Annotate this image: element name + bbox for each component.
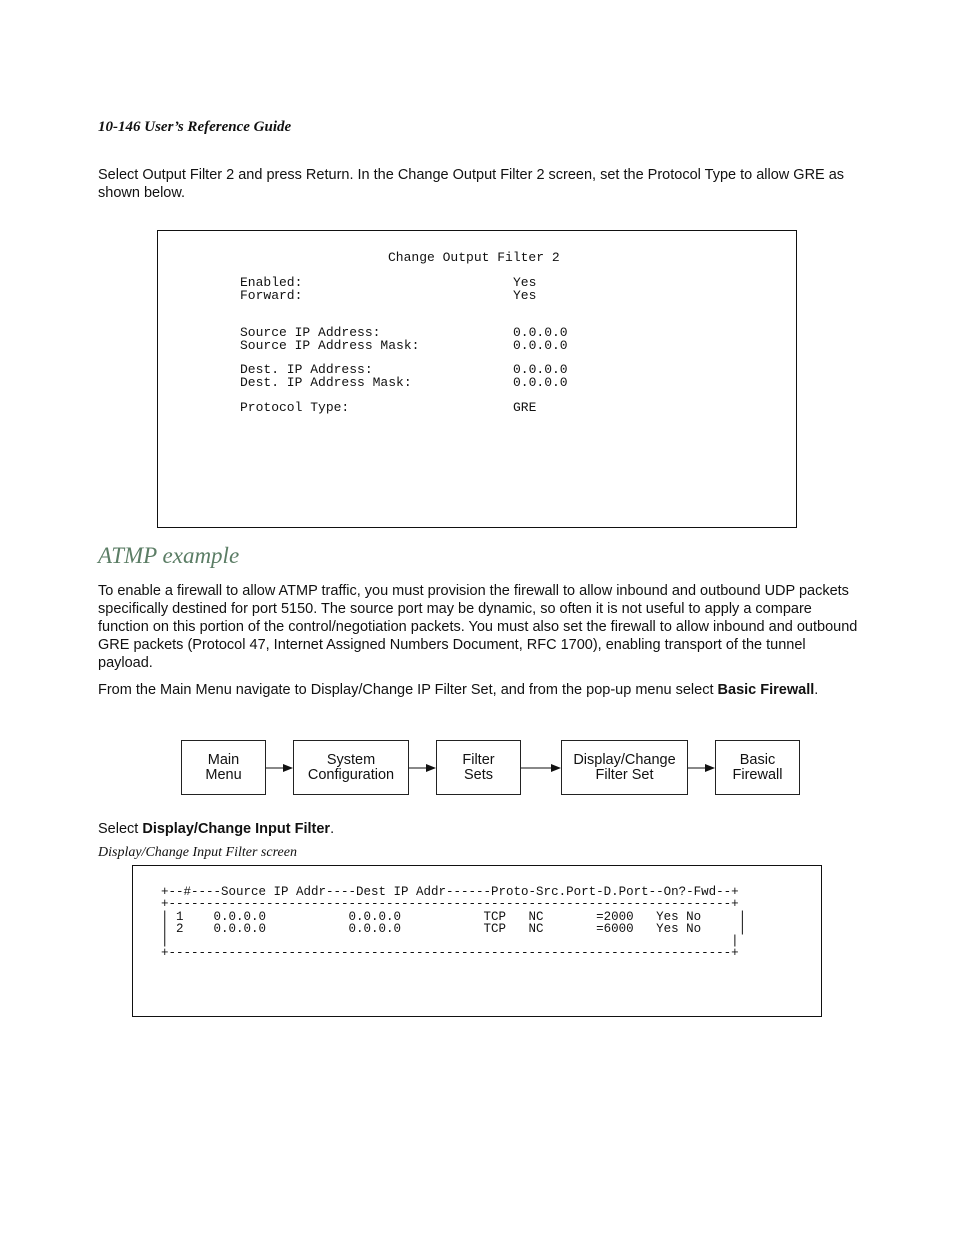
flow-step-filter-sets: Filter Sets bbox=[436, 740, 521, 795]
field-value[interactable]: 0.0.0.0 bbox=[513, 338, 568, 353]
field-label: Dest. IP Address: bbox=[240, 362, 373, 377]
table-separator-line: +---------------------------------------------------------------------------+ bbox=[161, 897, 739, 912]
field-value[interactable]: Yes bbox=[513, 275, 537, 290]
field-label: Source IP Address: bbox=[240, 325, 381, 340]
flow-step-display-change-filter-set: Display/Change Filter Set bbox=[561, 740, 688, 795]
select-instruction bbox=[98, 820, 858, 838]
field-value[interactable]: Yes bbox=[513, 288, 537, 303]
input-filter-screen bbox=[132, 865, 822, 1017]
flow-step-system-configuration: System Configuration bbox=[293, 740, 409, 795]
field-value[interactable]: 0.0.0.0 bbox=[513, 362, 568, 377]
output-filter-title: Change Output Filter 2 bbox=[388, 250, 560, 265]
table-row-empty: | | bbox=[161, 934, 739, 949]
figure-caption: Display/Change Input Filter screen bbox=[98, 845, 297, 860]
field-value[interactable]: GRE bbox=[513, 400, 537, 415]
table-footer-line: +---------------------------------------------------------------------------+ bbox=[161, 946, 739, 961]
flow-step-main-menu: Main Menu bbox=[181, 740, 266, 795]
nav-suffix: . bbox=[814, 682, 819, 698]
basic-firewall-emphasis: Basic Firewall bbox=[717, 682, 815, 698]
field-label: Source IP Address Mask: bbox=[240, 338, 420, 353]
field-label: Forward: bbox=[240, 288, 303, 303]
select-emphasis: Display/Change Input Filter bbox=[142, 821, 331, 837]
nav-text: From the Main Menu navigate to Display/Change IP Filter Set, and from the pop-up menu select bbox=[98, 682, 718, 698]
field-value[interactable]: 0.0.0.0 bbox=[513, 375, 568, 390]
atmp-paragraph: To enable a firewall to allow ATMP traffic, you must provision the firewall to allow inbound and outbound UDP packets specifically destined for port 5150. The source port may be dynamic, so often it is not useful to apply a compare function on this portion of the control/negotiation packets. You must also set the firewall to allow inbound and outbound GRE packets (Protocol 47, Internet Assigned Numbers Document, RFC 1700), enabling transport of the tunnel payload. bbox=[98, 583, 858, 671]
table-header-line: +--#----Source IP Addr----Dest IP Addr------Proto-Src.Port-D.Port--On?-Fwd--+ bbox=[161, 885, 739, 899]
table-row[interactable]: | 1 0.0.0.0 0.0.0.0 TCP NC =2000 Yes No | bbox=[161, 909, 747, 924]
table-row[interactable]: | 2 0.0.0.0 0.0.0.0 TCP NC =6000 Yes No | bbox=[161, 921, 747, 936]
field-value[interactable]: 0.0.0.0 bbox=[513, 325, 568, 340]
field-label: Enabled: bbox=[240, 275, 303, 290]
select-suffix: . bbox=[330, 821, 335, 837]
select-text: Select bbox=[98, 821, 143, 837]
flow-step-basic-firewall: Basic Firewall bbox=[715, 740, 800, 795]
input-filter-table bbox=[161, 886, 746, 960]
intro-paragraph: Select Output Filter 2 and press Return. In the Change Output Filter 2 screen, set the Protocol Type to allow GRE as shown below. bbox=[98, 167, 845, 201]
page-header: 10-146 User’s Reference Guide bbox=[98, 119, 292, 135]
field-label: Dest. IP Address Mask: bbox=[240, 375, 412, 390]
section-title: ATMP example bbox=[98, 543, 240, 568]
field-label: Protocol Type: bbox=[240, 400, 350, 415]
